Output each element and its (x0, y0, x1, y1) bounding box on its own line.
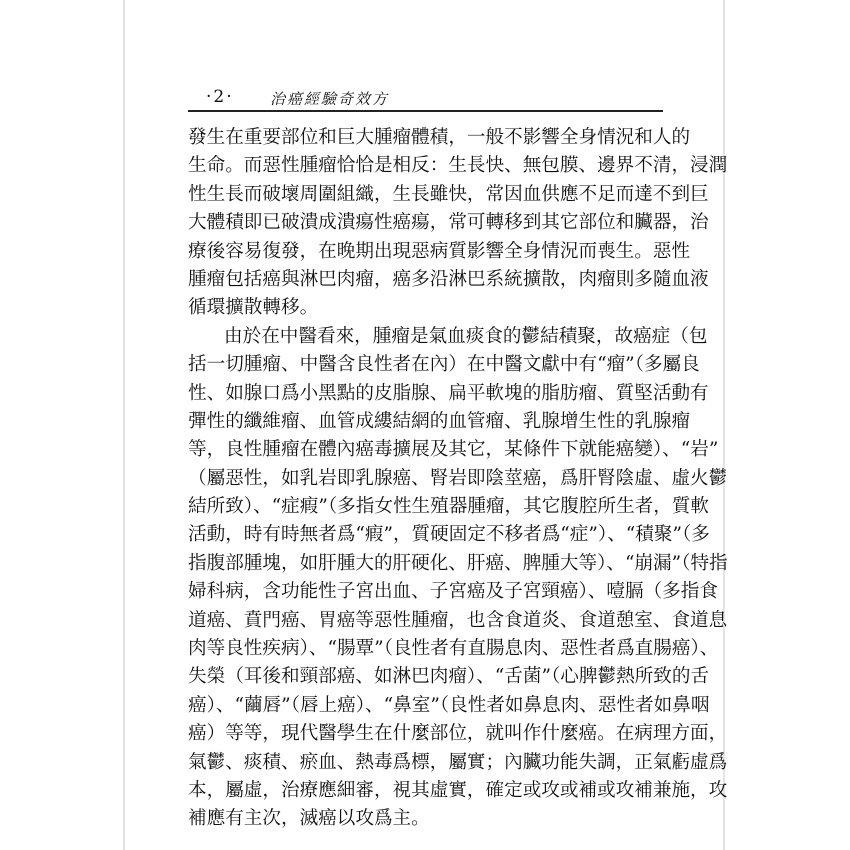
text-line: 結所致）、“症瘕”（多指女性生殖器腫瘤，其它腹腔所生者，質軟 (188, 496, 710, 518)
paragraph-start-line: 由於在中醫看來，腫瘤是氣血痰食的鬱結積聚，故癌症（包 (224, 325, 708, 347)
text-line: （屬惡性，如乳岩即乳腺癌、腎岩即陰莖癌，爲肝腎陰虛、虛火鬱 (188, 467, 728, 489)
text-line: 腫瘤包括癌與淋巴肉瘤，癌多沿淋巴系統擴散，肉瘤則多隨血液 (188, 268, 709, 290)
text-line: 癌）、“繭唇”（唇上癌）、“鼻室”（良性者如鼻息肉、惡性者如鼻咽 (188, 694, 710, 716)
text-line: 循環擴散轉移。 (188, 297, 319, 319)
text-line: 發生在重要部位和巨大腫瘤體積，一般不影響全身情況和人的 (188, 127, 691, 148)
page-header (188, 82, 663, 112)
running-title: 治癌經驗奇效方 (270, 90, 390, 108)
text-line: 療後容易復發，在晚期出現惡病質影響全身情況而喪生。惡性 (188, 240, 691, 262)
text-line: 生命。而惡性腫瘤恰恰是相反：生長快、無包膜、邊界不清，浸潤 (188, 155, 728, 177)
text-line: 括一切腫瘤、中醫含良性者在內）在中醫文獻中有“瘤”（多屬良 (188, 354, 700, 376)
text-line: 指腹部腫塊，如肝腫大的肝硬化、肝癌、脾腫大等）、“崩漏”（特指 (188, 552, 728, 574)
text-line: 氣鬱、痰積、瘀血、熱毒爲標，屬實；內臟功能失調，正氣虧虛爲 (188, 751, 728, 773)
text-line: 道癌、賁門癌、胃癌等惡性腫瘤，也含食道炎、食道憩室、食道息 (188, 609, 728, 631)
text-line: 肉等良性疾病）、“腸覃”（良性者有直腸息肉、惡性者爲直腸癌）、 (188, 638, 719, 660)
text-line: 失榮（耳後和頸部癌、如淋巴肉瘤）、“舌菌”（心脾鬱熱所致的舌 (188, 666, 710, 688)
text-line: 本，屬虛，治療應細審，視其虛實，確定或攻或補或攻補兼施，攻 (188, 779, 728, 801)
text-line: 婦科病，含功能性子宮出血、子宮癌及子宮頸癌）、噎膈（多指食 (188, 581, 718, 603)
text-line: 彈性的纖維瘤、血管成縷結網的血管瘤、乳腺增生性的乳腺瘤 (188, 410, 691, 432)
text-line: 等，良性腫瘤在體內癌毒擴展及其它，某條件下就能癌變）、“岩” (188, 439, 719, 461)
text-line: 性生長而破壞周圍組織，生長雖快，常因血供應不足而達不到巨 (188, 183, 709, 205)
text-line: 活動，時有時無者爲“瘕”，質硬固定不移者爲“症”）、“積聚”（多 (188, 524, 710, 546)
text-line: 大體積即已破潰成潰瘍性癌瘍，常可轉移到其它部位和臟器，治 (188, 212, 709, 234)
text-line: 性、如腺口爲小黑點的皮脂腺、扁平軟塊的脂肪瘤、質堅活動有 (188, 382, 709, 404)
body-text (188, 124, 728, 834)
page-number: ·2· (206, 87, 234, 107)
text-line: 癌）等等，現代醫學生在什麼部位，就叫作什麼癌。在病理方面， (188, 723, 728, 745)
text-line: 補應有主次，滅癌以攻爲主。 (188, 808, 430, 830)
